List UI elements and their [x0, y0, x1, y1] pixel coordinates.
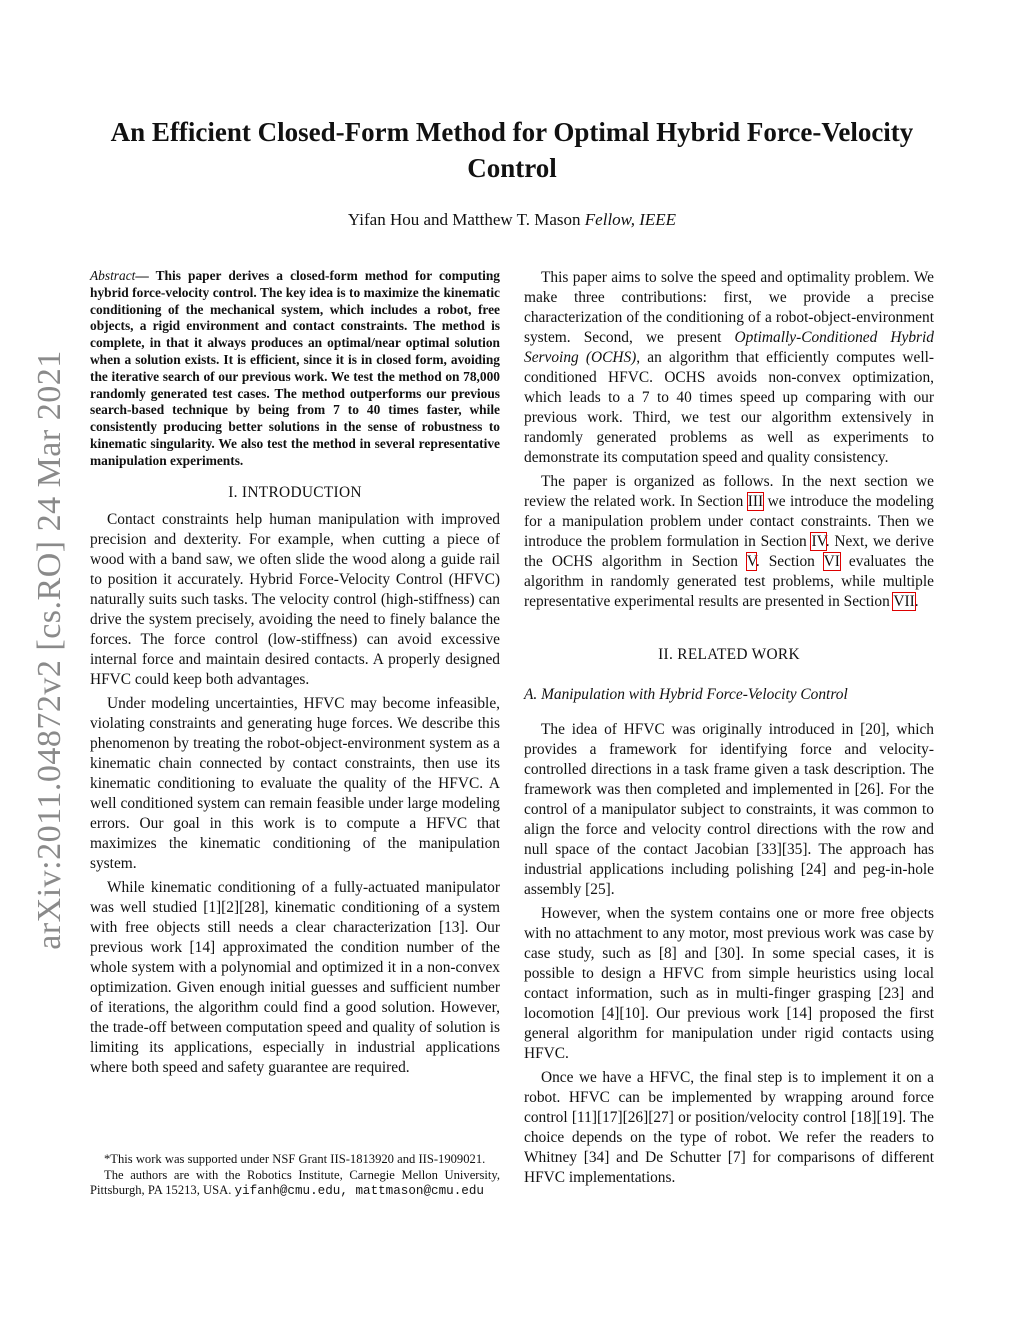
organization-text-b: we introduce the modeling for a manipulation problem under contact constraints. Then we introduce the problem formulation in Section: [524, 493, 934, 550]
footnote-affiliation: [90, 1168, 500, 1200]
intro-paragraph-2: Under modeling uncertainties, HFVC may become infeasible, violating constraints and generating huge forces. We describe this phenomenon by treating the robot-object-environment system as a kinematic chain connected by contact constraints, then use its kinematic conditioning to evaluate the quality of the HFVC. A well conditioned system can remain feasible under large modeling errors. Our goal in this work is to compute a HFVC that maximizes the kinematic conditioning of the manipulation system.: [90, 694, 500, 872]
subsection-heading-hfvc: A. Manipulation with Hybrid Force-Velocity Control: [524, 686, 848, 703]
contributions-paragraph: [524, 268, 934, 468]
link-section-iv[interactable]: IV: [811, 533, 826, 550]
right-column: [524, 268, 934, 1192]
footnotes: [90, 1152, 500, 1200]
link-section-iii[interactable]: III: [747, 493, 764, 510]
related-paragraph-1: The idea of HFVC was originally introduced in [20], which provides a framework for identifying force and velocity-controlled directions in a task frame given a task description. The framework was then completed and implemented in [26]. For the control of a manipulator subject to constraints, it was common to align the force and velocity control directions with the row and null space of the contact Jacobian [33][35]. The approach has industrial applications including polishing [24] and peg-in-hole assembly [25].: [524, 721, 934, 898]
organization-text-a: The paper is organized as follows. In the next section we review the related work. In Section: [524, 473, 934, 510]
ochs-name: Optimally-Conditioned Hybrid Servoing (OCHS): [524, 329, 934, 366]
paper-title: An Efficient Closed-Form Method for Optimal Hybrid Force-Velocity Control: [110, 117, 914, 183]
contributions-text-b: , an algorithm that efficiently computes well-conditioned HFVC. OCHS avoids non-convex optimization, which leads to a 7 to 40 times speed up comparing with our previous work. Third, we test our algorithm extensively in randomly generated problems as well as experiments to demonstrate its computation speed and quality consistency.: [524, 349, 934, 466]
left-column: [90, 268, 500, 1082]
arxiv-sidebar-stamp: [18, 330, 82, 970]
organization-text-c: . Next, we derive the OCHS algorithm in Section: [524, 533, 934, 570]
link-section-vi[interactable]: VI: [823, 553, 840, 570]
arxiv-identifier: arXiv:2011.04872v2 [cs.RO] 24 Mar 2021: [31, 350, 68, 950]
author-names: Yifan Hou and Matthew T. Mason: [347, 210, 581, 229]
abstract-dash: —: [135, 268, 156, 283]
abstract-text: This paper derives a closed-form method for computing hybrid force-velocity control. The key idea is to maximize the kinematic conditioning of the mechanical system, which includes a robot, free objects, a rigid environment and contact constraints. The method is complete, in that it always produces an optimal/near optimal solution when a solution exists. It is efficient, since it is in closed form, avoiding the iterative search of our previous work. We test the method on 78,000 randomly generated test cases. The method outperforms our previous search-based technique by being from 7 to 40 times faster, while consistently producing better solutions in the sense of robustness to kinematic singularity. We also test the method in several representative manipulation experiments.: [90, 268, 501, 468]
organization-text-d: . Section: [755, 553, 824, 570]
organization-text-f: .: [914, 593, 919, 610]
abstract-label: Abstract: [90, 268, 136, 283]
author-line: [90, 210, 934, 230]
section-heading-related-work: II. RELATED WORK: [658, 646, 800, 663]
author-fellow: Fellow, IEEE: [584, 210, 677, 229]
organization-text-e: evaluates the algorithm in randomly generated test problems, while multiple representative experimental results are presented in Section: [524, 553, 935, 610]
footnote-affiliation-text: The authors are with the Robotics Institute, Carnegie Mellon University, Pittsburgh, PA 15213, USA.: [90, 1167, 500, 1197]
related-paragraph-2: However, when the system contains one or more free objects with no attachment to any motor, most previous work was case by case study, such as [8] and [30]. In some special cases, it is possible to design a HFVC from simple heuristics using local contact information, such as in multi-finger grasping [23] and locomotion [4][10]. Our previous work [14] proposed the first general algorithm for manipulation under rigid contacts using HFVC.: [524, 905, 934, 1062]
related-paragraph-3: Once we have a HFVC, the final step is to implement it on a robot. HFVC can be implemented by wrapping around force control [11][17][26][27] or position/velocity control [18][19]. The choice depends on the type of robot. We refer the readers to Whitney [34] and De Schutter [7] for comparisons of different HFVC implementations.: [524, 1069, 934, 1186]
intro-paragraph-3: While kinematic conditioning of a fully-actuated manipulator was well studied [1][2][28], kinematic conditioning of a system with free objects still needs a clear characterization [13]. Our previous work [14] approximated the condition number of the whole system with a polynomial and optimized it in a non-convex optimization. Given enough initial guesses and sufficient number of iterations, the algorithm could find a good solution. However, the trade-off between computation speed and quality of solution is limiting its applications, especially in industrial applications where both speed and safety guarantee are required.: [90, 878, 500, 1076]
organization-paragraph: [524, 472, 934, 612]
intro-paragraph-1: Contact constraints help human manipulation with improved precision and dexterity. For example, when cutting a piece of wood with a band saw, we often slide the wood along a guide rail to position it accurately. Hybrid Force-Velocity Control (HFVC) naturally suits such tasks. The velocity control (high-stiffness) can drive the system precisely, avoiding the need to finely balance the forces. The force control (low-stiffness) can avoid excessive internal force and maintain desired contacts. A properly designed HFVC could keep both advantages.: [90, 510, 500, 688]
section-heading-introduction: I. INTRODUCTION: [228, 483, 362, 501]
abstract: [90, 268, 500, 470]
footnote-funding: *This work was supported under NSF Grant IIS-1813920 and IIS-1909021.: [104, 1152, 486, 1166]
contributions-text-a: This paper aims to solve the speed and optimality problem. We make three contributions: first, we provide a precise characterization of the conditioning of a robot-object-environment system. Second, we present: [524, 269, 934, 346]
link-section-v[interactable]: V: [746, 553, 756, 570]
link-section-vii[interactable]: VII: [893, 593, 915, 610]
footnote-emails: yifanh@cmu.edu, mattmason@cmu.edu: [234, 1184, 484, 1198]
